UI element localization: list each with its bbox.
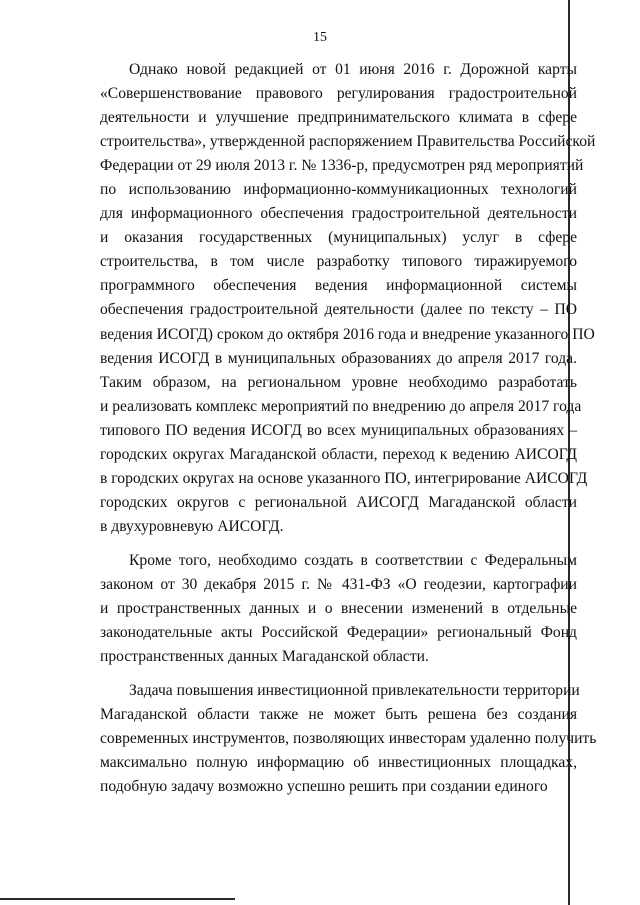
text-line: подобную задачу возможно успешно решить при создании единого	[100, 778, 548, 796]
text-line: городских округов с региональной АИСОГД Магаданской области	[100, 493, 577, 511]
text-line: максимально полную информацию об инвестиционных площадках,	[100, 754, 577, 772]
paragraph-investment-attractiveness	[100, 679, 597, 799]
text-line: в городских округах на основе указанного ПО, интегрирование АИСОГД	[100, 469, 588, 487]
text-line: Федерации от 29 июля 2013 г. № 1336-р, предусмотрен ряд мероприятий	[100, 157, 584, 175]
text-line: современных инструментов, позволяющих инвесторам удаленно получить	[100, 730, 597, 748]
text-line: и реализовать комплекс мероприятий по внедрению до апреля 2017 года	[100, 397, 582, 415]
text-line: Таким образом, на региональном уровне необходимо разработать	[100, 373, 577, 391]
text-line: по использованию информационно-коммуникационных технологий	[100, 181, 577, 199]
scan-edge-horizontal-line	[0, 898, 235, 900]
text-line: деятельности и улучшение предпринимательского климата в сфере	[100, 109, 577, 127]
text-line: законодательные акты Российской Федерации» региональный Фонд	[100, 624, 577, 642]
text-line: для информационного обеспечения градостроительной деятельности	[100, 205, 577, 223]
text-line: и оказания государственных (муниципальных) услуг в сфере	[100, 229, 577, 247]
page-number: 15	[313, 30, 327, 45]
text-line: Однако новой редакцией от 01 июня 2016 г. Дорожной карты	[129, 61, 577, 78]
text-line: программного обеспечения ведения информационной системы	[100, 277, 577, 295]
document-body	[100, 58, 597, 799]
text-line: законом от 30 декабря 2015 г. № 431-ФЗ «О геодезии, картографии	[100, 575, 577, 593]
paragraph-roadmap-amendment	[100, 58, 596, 539]
text-line: Кроме того, необходимо создать в соответствии с Федеральным	[129, 551, 577, 569]
text-line: пространственных данных Магаданской области.	[100, 648, 429, 666]
text-line: типового ПО ведения ИСОГД во всех муниципальных образованиях –	[100, 421, 577, 439]
text-line: Магаданской области также не может быть решена без создания	[100, 706, 577, 724]
text-line: «Совершенствование правового регулирования градостроительной	[100, 85, 577, 103]
text-line: ведения ИСОГД в муниципальных образованиях до апреля 2017 года.	[100, 349, 577, 367]
text-line: городских округах Магаданской области, переход к ведению АИСОГД	[100, 445, 577, 463]
text-line: и пространственных данных и о внесении изменений в отдельные	[100, 600, 577, 618]
text-line: в двухуровневую АИСОГД.	[100, 517, 284, 535]
text-line: Задача повышения инвестиционной привлекательности территории	[129, 682, 580, 700]
text-line: ведения ИСОГД) сроком до октября 2016 года и внедрение указанного ПО	[100, 325, 595, 343]
text-line: строительства, в том числе разработку типового тиражируемого	[100, 253, 577, 271]
paragraph-spatial-data-fund	[100, 549, 577, 669]
text-line: строительства», утвержденной распоряжением Правительства Российской	[100, 133, 596, 151]
text-line: обеспечения градостроительной деятельности (далее по тексту – ПО	[100, 301, 577, 319]
